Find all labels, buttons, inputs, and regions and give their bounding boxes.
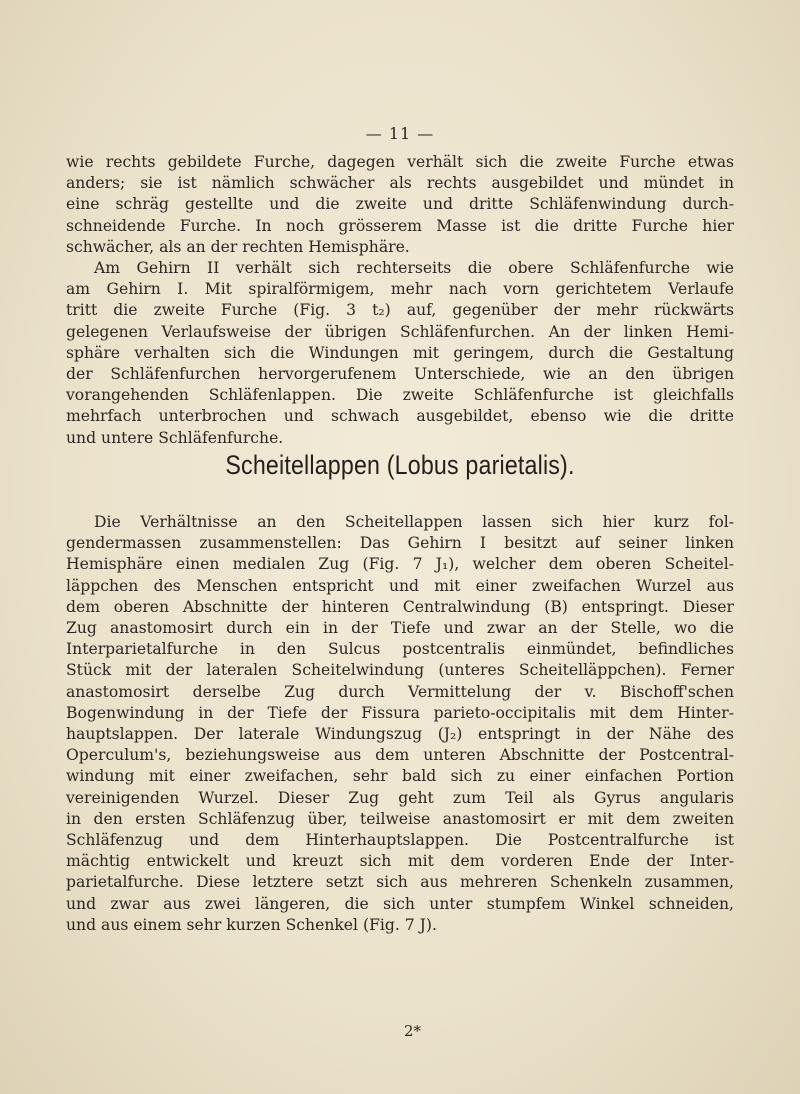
- text-line: Schläfenzug und dem Hinterhauptslappen. Die Postcentralfurche ist: [66, 831, 734, 850]
- text-line: hauptslappen. Der laterale Windungszug (J₂) entspringt in der Nähe des: [66, 725, 734, 744]
- text-line: läppchen des Menschen entspricht und mit einer zweifachen Wurzel aus: [66, 576, 734, 595]
- signature-mark: 2*: [404, 1022, 422, 1040]
- paragraph-2: [66, 258, 734, 449]
- page-number: — 11 —: [365, 124, 435, 143]
- text-line: am Gehirn I. Mit spiralförmigem, mehr nach vorn gerichtetem Verlaufe: [66, 280, 734, 299]
- text-line: wie rechts gebildete Furche, dagegen verhält sich die zweite Furche etwas: [66, 153, 734, 171]
- text-line: Die Verhältnisse an den Scheitellappen lassen sich hier kurz fol-: [94, 513, 734, 531]
- text-line: Hemisphäre einen medialen Zug (Fig. 7 J₁), welcher dem oberen Scheitel-: [66, 555, 734, 574]
- text-line: mehrfach unterbrochen und schwach ausgebildet, ebenso wie die dritte: [66, 407, 734, 426]
- text-line: Am Gehirn II verhält sich rechterseits die obere Schläfenfurche wie: [94, 259, 734, 278]
- text-line: Interparietalfurche in den Sulcus postcentralis einmündet, befindliches: [66, 640, 734, 659]
- text-line: Operculum's, beziehungsweise aus dem unteren Abschnitte der Postcentral-: [66, 746, 734, 765]
- text-line: Stück mit der lateralen Scheitelwindung (unteres Scheitelläppchen). Ferner: [66, 661, 734, 680]
- paragraph-3: [66, 512, 734, 936]
- text-line: eine schräg gestellte und die zweite und dritte Schläfenwindung durch-: [66, 195, 734, 214]
- text-line: tritt die zweite Furche (Fig. 3 t₂) auf, gegenüber der mehr rückwärts: [66, 301, 734, 320]
- text-line: schneidende Furche. In noch grösserem Masse ist die dritte Furche hier: [66, 216, 734, 235]
- text-line: windung mit einer zweifachen, sehr bald sich zu einer einfachen Portion: [66, 767, 734, 786]
- text-line: und aus einem sehr kurzen Schenkel (Fig. 7 J).: [66, 915, 437, 934]
- text-line: sphäre verhalten sich die Windungen mit geringem, durch die Gestaltung: [66, 343, 734, 362]
- text-line: parietalfurche. Diese letztere setzt sich aus mehreren Schenkeln zusammen,: [66, 873, 734, 892]
- text-line: dem oberen Abschnitte der hinteren Centralwindung (B) entspringt. Dieser: [66, 597, 734, 616]
- text-line: und zwar aus zwei längeren, die sich unter stumpfem Winkel schneiden,: [66, 894, 734, 913]
- body-text-bottom: [66, 512, 734, 936]
- text-line: gelegenen Verlaufsweise der übrigen Schläfenfurchen. An der linken Hemi-: [66, 322, 734, 341]
- text-line: in den ersten Schläfenzug über, teilweise anastomosirt er mit dem zweiten: [66, 809, 734, 828]
- body-text-top: [66, 152, 734, 449]
- text-line: der Schläfenfurchen hervorgerufenem Unterschiede, wie an den übrigen: [66, 365, 734, 384]
- paragraph-1: [66, 152, 734, 258]
- text-line: anastomosirt derselbe Zug durch Vermittelung der v. Bischoff'schen: [66, 682, 734, 701]
- text-line: schwächer, als an der rechten Hemisphäre.: [66, 237, 410, 256]
- text-line: und untere Schläfenfurche.: [66, 428, 284, 447]
- text-line: vorangehenden Schläfenlappen. Die zweite Schläfenfurche ist gleichfalls: [66, 386, 734, 405]
- text-line: Zug anastomosirt durch ein in der Tiefe und zwar an der Stelle, wo die: [66, 619, 734, 638]
- text-line: vereinigenden Wurzel. Dieser Zug geht zum Teil als Gyrus angularis: [66, 788, 734, 807]
- text-line: mächtig entwickelt und kreuzt sich mit dem vorderen Ende der Inter-: [66, 852, 734, 871]
- text-line: gendermassen zusammenstellen: Das Gehirn I besitzt auf seiner linken: [66, 534, 734, 553]
- text-line: anders; sie ist nämlich schwächer als rechts ausgebildet und mündet in: [66, 174, 734, 193]
- section-heading: Scheitellappen (Lobus parietalis).: [225, 450, 575, 480]
- text-line: Bogenwindung in der Tiefe der Fissura parieto-occipitalis mit dem Hinter-: [66, 703, 734, 722]
